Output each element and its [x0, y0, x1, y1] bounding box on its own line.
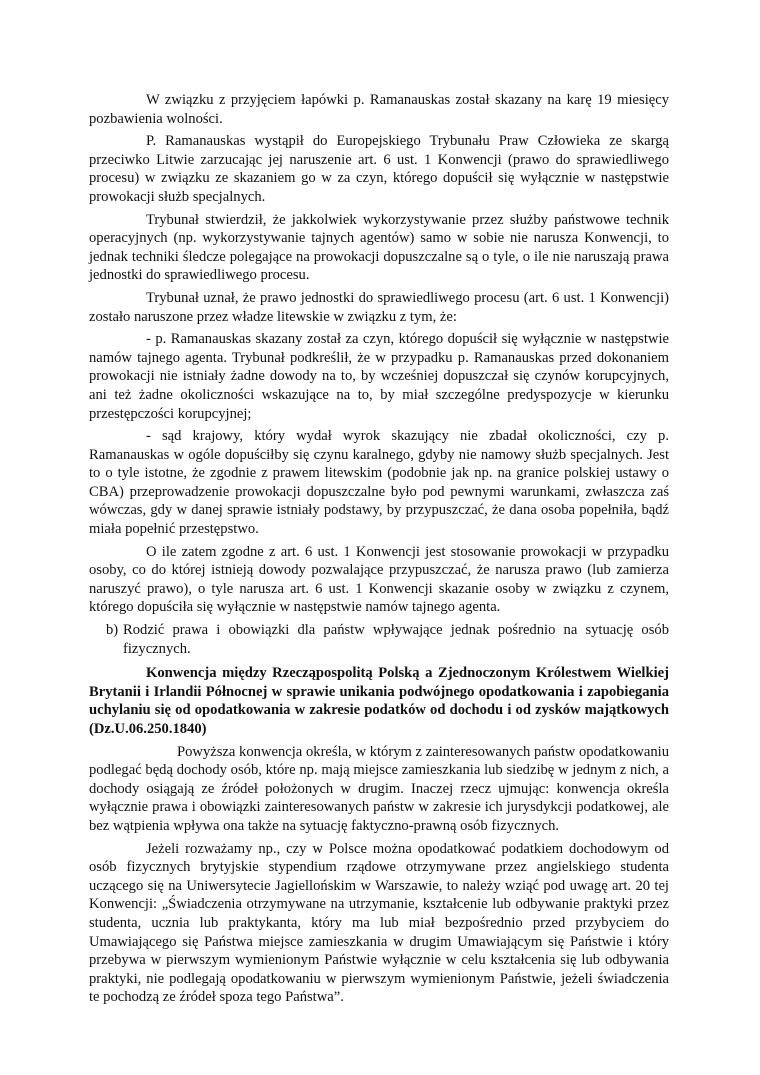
paragraph-point-court: - sąd krajowy, który wydał wyrok skazujący nie zbadał okoliczności, czy p. Ramanauskas w ogóle dopuściłby się czynu karalnego, gdyby nie namowy służb specjalnych. Jest to o tyle istotne, że zgodnie z prawem litewskim (podobnie jak np. na granice polskiej ustawy o CBA) przeprowadzenie prowokacji dopuszczalne było pod pewnymi warunkami, zwłaszcza zaś wówczas, gdy w danej sprawie istniały podstawy, by przypuszczać, że dana osoba popełniła, bądź miała popełnić przestępstwo.	[89, 428, 669, 538]
list-item-b	[89, 621, 669, 658]
paragraph-convention-scope: Powyższa konwencja określa, w którym z zainteresowanych państw opodatkowaniu podlegać będą dochody osób, które np. mają miejsce zamieszkania lub siedzibę w jednym z nich, a dochody osiągają ze źródeł położonych w drugim. Inaczej rzecz ujmując: konwencja określa wyłącznie prawa i obowiązki zainteresowanych państw w zakresie ich jurysdykcji podatkowej, ale bez wątpienia wpływa ona także na sytuację faktyczno-prawną osób fizycznych.	[89, 743, 669, 834]
list-marker: b)	[106, 622, 119, 639]
paragraph-tribunal-finding: Trybunał stwierdził, że jakkolwiek wykorzystywanie przez służby państwowe technik operacyjnych (np. wykorzystywanie tajnych agentów) samo w sobie nie narusza Konwencji, to jednak techniki śledcze polegające na prowokacji dopuszczalne są o tyle, o ile nie naruszają prawa jednostki do sprawiedliwego procesu.	[89, 211, 669, 284]
list-item-text: Rodzić prawa i obowiązki dla państw wpływające jednak pośrednio na sytuację osób fizycznych.	[123, 622, 669, 657]
paragraph-article-20: Jeżeli rozważamy np., czy w Polsce można opodatkować podatkiem dochodowym od osób fizycznych brytyjskie stypendium rządowe otrzymywane przez angielskiego studenta uczącego się na Uniwersytecie Jagiellońskim w Warszawie, to należy wziąć pod uwagę art. 20 tej Konwencji: „Świadczenia otrzymywane na utrzymanie, kształcenie lub odbywanie praktyki przez studenta, ucznia lub praktykanta, który ma lub miał bezpośrednio przed przybyciem do Umawiającego się Państwa miejsce zamieszkania w drugim Umawiającym się Państwie i który przebywa w pierwszym wymienionym Państwie wyłącznie w celu kształcenia się lub odbywania praktyki, nie podlegają opodatkowaniu w pierwszym wymienionym Państwie, jeżeli świadczenia te pochodzą ze źródeł spoza tego Państwa”.	[89, 840, 669, 1006]
paragraph-complaint: P. Ramanauskas wystąpił do Europejskiego Trybunału Praw Człowieka ze skargą przeciwko Litwie zarzucając jej naruszenie art. 6 ust. 1 Konwencji (prawo do sprawiedliwego procesu) w związku ze skazaniem go w za czyn, którego dopuścił się wyłącznie w następstwie prowokacji służb specjalnych.	[89, 133, 669, 205]
paragraph-sentence: W związku z przyjęciem łapówki p. Ramanauskas został skazany na karę 19 miesięcy pozbawienia wolności.	[89, 92, 669, 127]
paragraph-conclusion: O ile zatem zgodne z art. 6 ust. 1 Konwencji jest stosowanie prowokacji w przypadku osoby, co do której istnieją dowody pozwalające przypuszczać, że narusza prawo (lub zamierza naruszyć prawo), o tyle narusza art. 6 ust. 1 Konwencji skazanie osoby w związku z czynem, którego dopuściła się wyłącznie w następstwie namów tajnego agenta.	[89, 543, 669, 616]
document-body	[89, 91, 669, 1007]
paragraph-tribunal-ruling: Trybunał uznał, że prawo jednostki do sprawiedliwego procesu (art. 6 ust. 1 Konwencji) zostało naruszone przez władze litewskie w związku z tym, że:	[89, 289, 669, 325]
section-heading: Konwencja między Rzecząpospolitą Polską a Zjednoczonym Królestwem Wielkiej Brytanii i Irlandii Północnej w sprawie unikania podwójnego opodatkowania i zapobiegania uchylaniu się od opodatkowania w zakresie podatków od dochodu i od zysków majątkowych (Dz.U.06.250.1840)	[89, 665, 669, 737]
paragraph-point-agent: - p. Ramanauskas skazany został za czyn, którego dopuścił się wyłącznie w następstwie namów tajnego agenta. Trybunał podkreślił, że w przypadku p. Ramanauskas przed dokonaniem prowokacji nie istniały żadne dowody na to, by wcześniej dopuszczał się czynów korupcyjnych, ani też żadne okoliczności wskazujące na to, by miał szczególne predyspozycje w kierunku przestępczości korupcyjnej;	[89, 331, 669, 422]
